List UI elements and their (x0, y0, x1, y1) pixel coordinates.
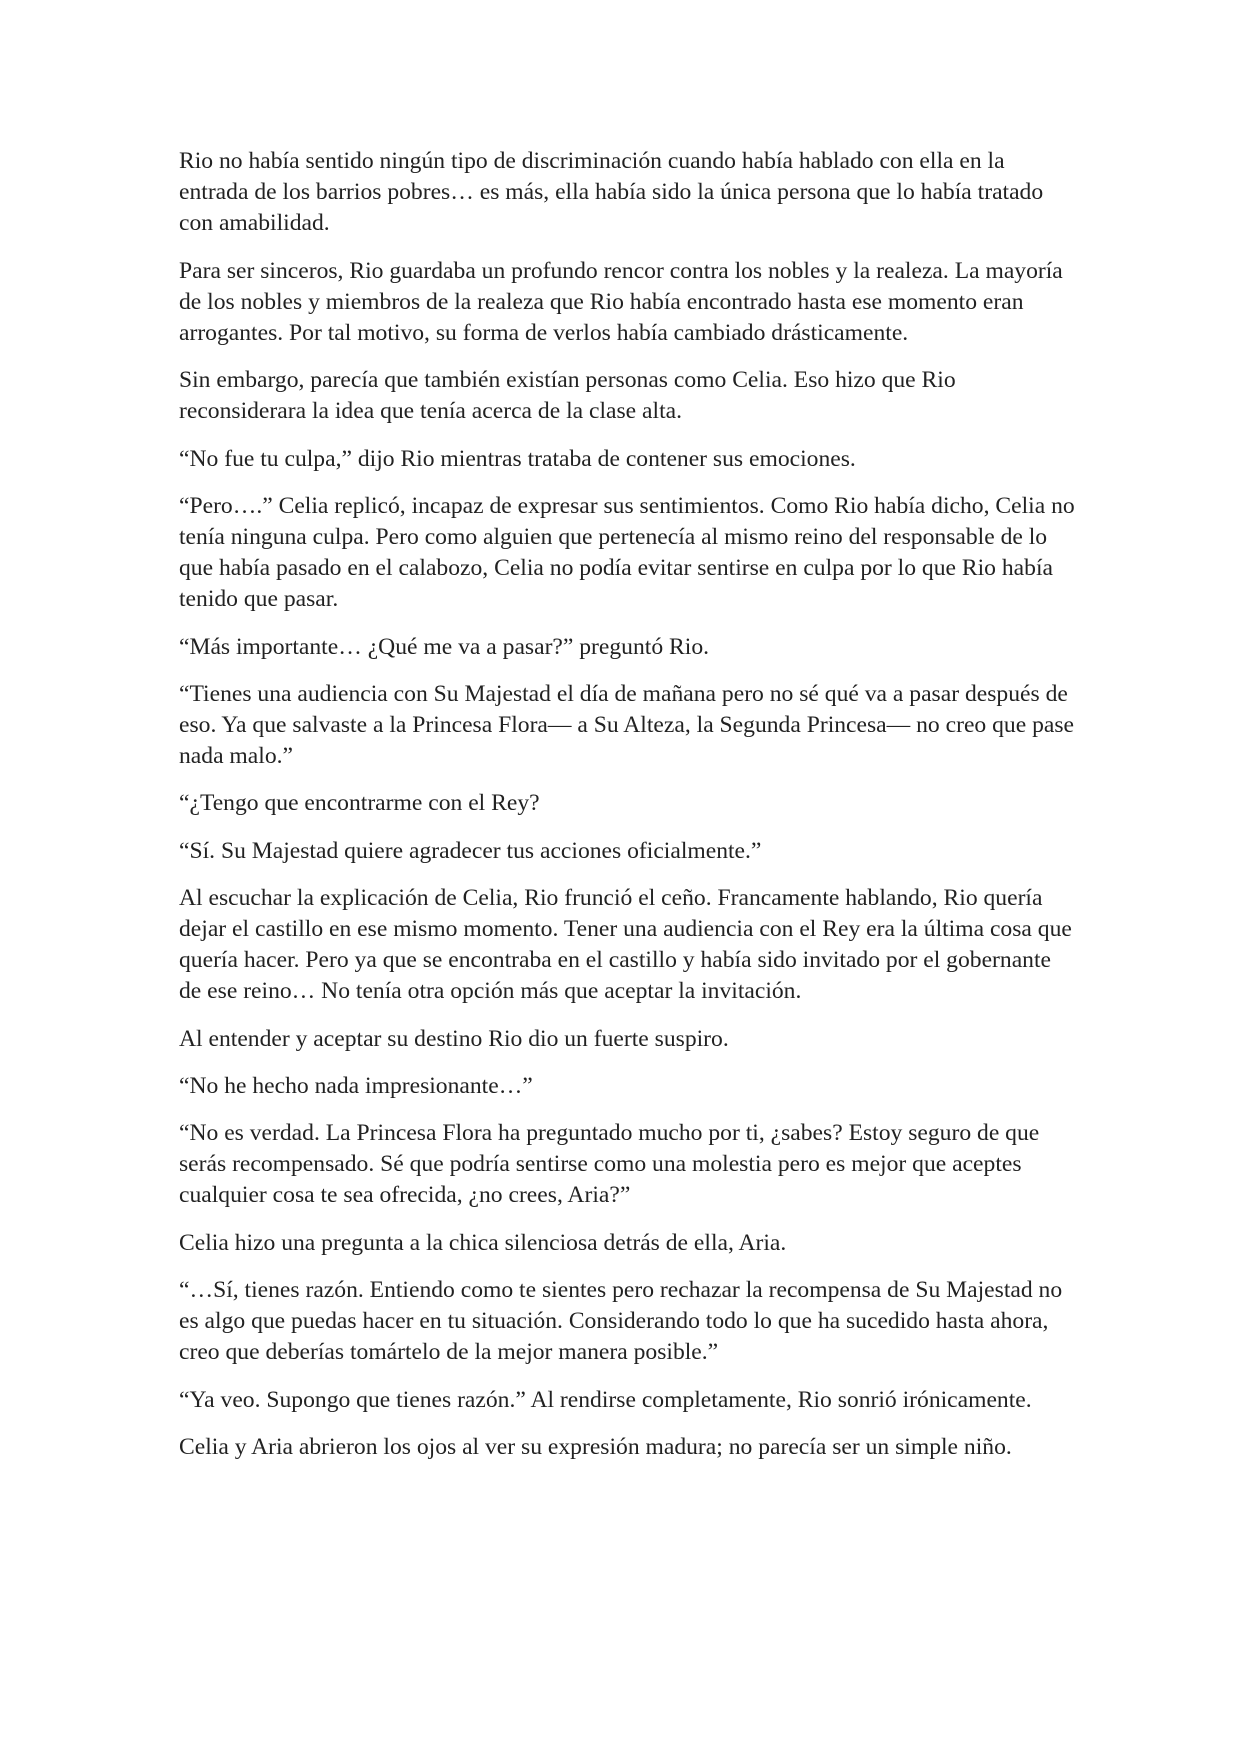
paragraph: “Pero….” Celia replicó, incapaz de expresar sus sentimientos. Como Rio había dicho, Celia no tenía ninguna culpa. Pero como alguien que pertenecía al mismo reino del responsable de lo que había pasado en el calabozo, Celia no podía evitar sentirse en culpa por lo que Rio había tenido que pasar. (179, 492, 1075, 613)
paragraph: “No fue tu culpa,” dijo Rio mientras trataba de contener sus emociones. (179, 445, 856, 472)
body-text (179, 146, 1079, 1479)
paragraph: Rio no había sentido ningún tipo de discriminación cuando había hablado con ella en la entrada de los barrios pobres… es más, ella había sido la única persona que lo había tratado con amabilidad. (179, 148, 1044, 237)
paragraph: Celia hizo una pregunta a la chica silenciosa detrás de ella, Aria. (179, 1229, 787, 1256)
paragraph: “¿Tengo que encontrarme con el Rey? (179, 790, 540, 817)
paragraph: Al escuchar la explicación de Celia, Rio frunció el ceño. Francamente hablando, Rio quería dejar el castillo en ese mismo momento. Tener una audiencia con el Rey era la última cosa que quería hacer. Pero ya que se encontraba en el castillo y había sido invitado por el gobernante de ese reino… No tenía otra opción más que aceptar la invitación. (179, 884, 1072, 1005)
paragraph: Celia y Aria abrieron los ojos al ver su expresión madura; no parecía ser un simple niño. (179, 1433, 1012, 1460)
paragraph: “No he hecho nada impresionante…” (179, 1072, 533, 1099)
paragraph: Sin embargo, parecía que también existían personas como Celia. Eso hizo que Rio reconsiderara la idea que tenía acerca de la clase alta. (179, 367, 956, 425)
paragraph: “…Sí, tienes razón. Entiendo como te sientes pero rechazar la recompensa de Su Majestad no es algo que puedas hacer en tu situación. Considerando todo lo que ha sucedido hasta ahora, creo que deberías tomártelo de la mejor manera posible.” (179, 1276, 1063, 1366)
paragraph: “No es verdad. La Princesa Flora ha preguntado mucho por ti, ¿sabes? Estoy seguro de que serás recompensado. Sé que podría sentirse como una molestia pero es mejor que aceptes cualquier cosa te sea ofrecida, ¿no crees, Aria?” (179, 1120, 1040, 1209)
paragraph: “Tienes una audiencia con Su Majestad el día de mañana pero no sé qué va a pasar después de eso. Ya que salvaste a la Princesa Flora— a Su Alteza, la Segunda Princesa— no creo que pase nada malo.” (179, 680, 1075, 770)
paragraph: “Más importante… ¿Qué me va a pasar?” preguntó Rio. (179, 633, 710, 660)
paragraph: “Ya veo. Supongo que tienes razón.” Al rendirse completamente, Rio sonrió irónicamente. (179, 1386, 1032, 1413)
paragraph: “Sí. Su Majestad quiere agradecer tus acciones oficialmente.” (179, 837, 762, 864)
paragraph: Para ser sinceros, Rio guardaba un profundo rencor contra los nobles y la realeza. La mayoría de los nobles y miembros de la realeza que Rio había encontrado hasta ese momento eran arrogantes. Por tal motivo, su forma de verlos había cambiado drásticamente. (179, 257, 1063, 347)
paragraph: Al entender y aceptar su destino Rio dio un fuerte suspiro. (179, 1025, 729, 1052)
